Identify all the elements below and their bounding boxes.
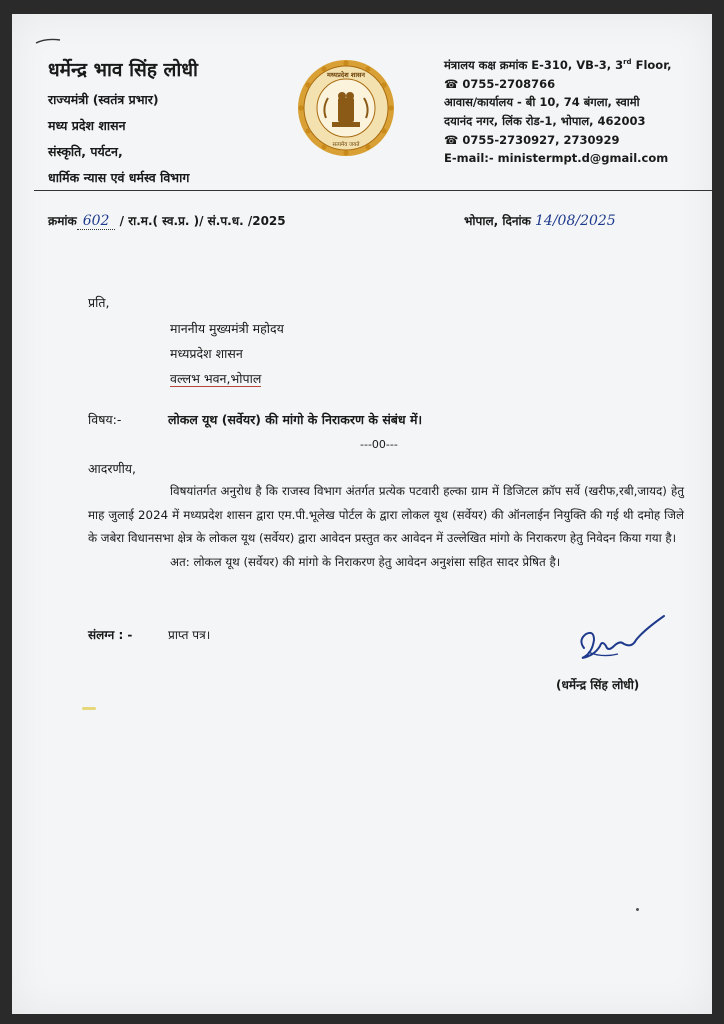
addressee-block bbox=[170, 316, 284, 391]
addressee-line-2: मध्यप्रदेश शासन bbox=[170, 346, 243, 361]
salutation: आदरणीय, bbox=[88, 461, 137, 476]
signer-name: (धर्मेन्द्र सिंह लोधी) bbox=[556, 678, 640, 692]
sender-title: राज्यमंत्री (स्वतंत्र प्रभार) bbox=[48, 92, 159, 107]
sender-name: धर्मेन्द्र भाव सिंह लोधी bbox=[48, 59, 198, 81]
office-phone: ☎ 0755-2708766 bbox=[444, 76, 556, 91]
handwritten-ref-number: 602 bbox=[77, 213, 116, 230]
sender-dept-2: धार्मिक न्यास एवं धर्मस्व विभाग bbox=[48, 170, 190, 185]
addressee-line-3: वल्लभ भवन,भोपाल bbox=[170, 371, 262, 386]
residence-address-1: आवास/कार्यालय - बी 10, 74 बंगला, स्वामी bbox=[444, 95, 640, 110]
residence-phone: ☎ 0755-2730927, 2730929 bbox=[444, 132, 620, 147]
header-divider bbox=[34, 190, 712, 191]
office-address: मंत्रालय कक्ष क्रमांक E-310, VB-3, 3rd Floor, bbox=[444, 58, 672, 72]
sender-block bbox=[48, 56, 198, 186]
attachment-text: प्राप्त पत्र। bbox=[168, 628, 211, 642]
body-paragraph-1: विषयांतर्गत अनुरोध है कि राजस्व विभाग अंतर्गत प्रत्येक पटवारी हल्का ग्राम में डिजिटल क्रॉप सर्वे (खरीफ,रबी,जायद) हेतु माह जुलाई 2024 में मध्यप्रदेश शासन द्वारा एम.पी.भूलेख पोर्टल के द्वारा लोकल यूथ (सर्वेयर) की ऑनलाईन नियुक्ति की गई थी दमोह जिले के जबेरा विधानसभा क्षेत्र के लोकल यूथ (सर्वेयर) द्वारा आवेदन प्रस्तुत कर आवेदन में उल्लेखित मांगो के निराकरण हेतु निवेदन किया गया है। bbox=[88, 484, 684, 545]
pen-mark-icon bbox=[34, 36, 64, 46]
attachment-label: संलग्न : - bbox=[88, 628, 133, 642]
letter-page bbox=[12, 14, 712, 1014]
sender-dept-1: संस्कृति, पर्यटन, bbox=[48, 144, 123, 159]
contact-block bbox=[444, 56, 672, 168]
government-seal-icon bbox=[296, 58, 396, 158]
handwritten-date: 14/08/2025 bbox=[535, 213, 616, 229]
seal-bottom-text: सत्यमेव जयते bbox=[332, 142, 360, 148]
subject-label: विषय:- bbox=[88, 412, 122, 427]
to-label: प्रति, bbox=[88, 295, 110, 310]
signature-icon bbox=[572, 610, 672, 676]
addressee-line-1: माननीय मुख्यमंत्री महोदय bbox=[170, 321, 284, 336]
subject-divider: ---00--- bbox=[360, 438, 398, 451]
highlighter-mark bbox=[82, 707, 96, 710]
body-paragraph-2: अत: लोकल यूथ (सर्वेयर) की मांगो के निराकरण हेतु आवेदन अनुशंसा सहित सादर प्रेषित है। bbox=[170, 554, 561, 569]
sender-govt: मध्य प्रदेश शासन bbox=[48, 118, 126, 133]
reference-number: क्रमांक 602 / रा.म.( स्व.प्र. )/ सं.प.ध. /2025 bbox=[48, 213, 286, 229]
subject-row bbox=[88, 411, 688, 428]
letter-body bbox=[88, 480, 684, 574]
letter-date: भोपाल, दिनांक 14/08/2025 bbox=[464, 213, 616, 229]
email-address: E-mail:- ministermpt.d@gmail.com bbox=[444, 151, 669, 166]
residence-address-2: दयानंद नगर, लिंक रोड-1, भोपाल, 462003 bbox=[444, 113, 646, 128]
subject-text: लोकल यूथ (सर्वेयर) की मांगो के निराकरण के संबंध में। bbox=[168, 412, 423, 427]
seal-top-text: मध्यप्रदेश शासन bbox=[326, 71, 366, 79]
stray-dot bbox=[636, 908, 639, 911]
attachment-row bbox=[88, 626, 210, 643]
